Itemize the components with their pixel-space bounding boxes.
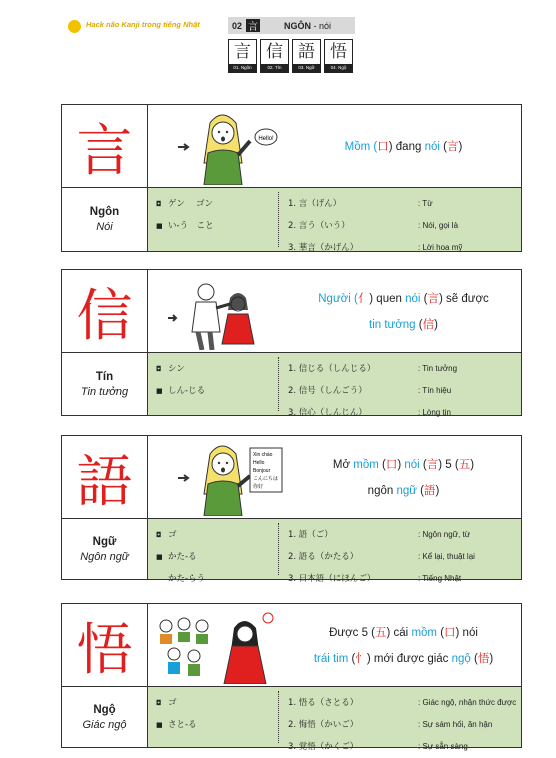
reading-text: さと-る xyxy=(168,720,197,730)
reading-bullet: ◘ xyxy=(156,531,162,539)
story-segment: ) nói xyxy=(455,626,478,639)
card-bottom xyxy=(62,188,521,251)
vocab-meaning: : Tiếng Nhật xyxy=(418,574,462,583)
vocab-row xyxy=(288,714,521,736)
story-segment: ( xyxy=(439,140,447,153)
story-line xyxy=(329,620,478,646)
story-segment: mồm xyxy=(411,626,437,639)
vietnamese-meaning: Giác ngộ xyxy=(82,718,127,731)
story-segment: ( xyxy=(416,484,424,497)
kanji-index-char: 信 xyxy=(266,42,283,62)
kanji-index-label: 03. Ngữ xyxy=(293,64,320,72)
sign-text: こんにちは xyxy=(253,476,279,482)
reading-bullet: ■ xyxy=(156,553,163,561)
story-segment: ( xyxy=(419,458,427,471)
kanji-index-item xyxy=(260,39,289,73)
story-segment: nói xyxy=(424,140,440,153)
vocab-word: 3. 華言（かげん） xyxy=(288,243,359,253)
series-title: Hack não Kanji trong tiếng Nhật xyxy=(86,20,200,29)
kanji-index-label: 01. Ngôn xyxy=(229,64,256,72)
story-segment: ( xyxy=(420,292,428,305)
card-bottom xyxy=(62,687,521,752)
sign-text: 你好 xyxy=(253,484,264,490)
kanji-index-item xyxy=(292,39,321,73)
story-segment: ) mới được giác xyxy=(366,652,452,665)
story-segment: 言 xyxy=(446,140,459,153)
story-segment: ) quen xyxy=(369,292,406,305)
kanji-meaning-box xyxy=(62,687,148,747)
story-segment: 悟 xyxy=(477,652,490,665)
reading-item xyxy=(156,692,276,714)
reading-panel xyxy=(148,519,521,584)
kanji-index-char: 言 xyxy=(234,42,251,62)
mnemonic-story xyxy=(294,270,513,353)
vocab-row xyxy=(288,736,521,758)
reading-bullet: ◘ xyxy=(156,200,162,208)
reading-text: ゴ xyxy=(168,530,177,540)
story-segment: mồm xyxy=(353,458,379,471)
story-segment: Được 5 ( xyxy=(329,626,376,639)
story-segment: 五 xyxy=(375,626,387,639)
story-segment: ( xyxy=(437,626,445,639)
illustration-image xyxy=(158,109,288,185)
vocab-row xyxy=(288,237,521,259)
vocab-word: 3. 信心（しんじん） xyxy=(288,408,367,418)
vocab-row xyxy=(288,380,521,402)
vocab-word: 1. 語（ご） xyxy=(288,530,333,540)
han-viet-reading: Ngữ xyxy=(92,535,117,548)
story-segment: ) sẽ được xyxy=(438,292,489,305)
illustration-image xyxy=(158,608,288,684)
reading-text: ゴ xyxy=(168,698,177,708)
vocab-meaning: : Sự sám hối, ăn hận xyxy=(418,720,493,729)
story-segment: 口 xyxy=(444,626,456,639)
story-segment: 口 xyxy=(385,458,398,471)
card-top xyxy=(62,436,521,519)
lesson-header-bar xyxy=(228,17,355,34)
story-segment: Mồm ( xyxy=(344,140,378,153)
card-bottom xyxy=(62,353,521,418)
dotted-divider xyxy=(278,691,279,743)
story-segment: 言 xyxy=(427,292,439,305)
reading-item xyxy=(156,524,276,546)
han-viet-reading: Ngôn xyxy=(89,206,120,218)
kanji-index-label: 04. Ngộ xyxy=(325,64,352,72)
han-viet-reading: Tín xyxy=(95,370,114,383)
story-line xyxy=(318,286,489,312)
vocab-meaning: : Từ xyxy=(418,199,433,208)
header-dot-icon xyxy=(68,20,81,33)
kanji-card xyxy=(61,269,522,416)
story-segment: 五 xyxy=(458,458,471,471)
vocab-word: 2. 信号（しんごう） xyxy=(288,386,367,396)
vocab-word: 2. 言う（いう） xyxy=(288,221,350,231)
reading-list xyxy=(156,358,276,402)
vocab-word: 1. 悟る（さとる） xyxy=(288,698,359,708)
story-segment: ) xyxy=(435,484,440,497)
illustration-image xyxy=(158,274,288,350)
vocab-word: 2. 語る（かたる） xyxy=(288,552,359,562)
vietnamese-meaning: Tin tưởng xyxy=(80,385,129,398)
card-top xyxy=(62,105,521,188)
reading-bullet: ■ xyxy=(156,387,163,395)
reading-bullet: ◘ xyxy=(156,365,162,373)
reading-text: シン xyxy=(168,364,185,374)
vocab-row xyxy=(288,524,521,546)
story-line xyxy=(368,478,440,504)
reading-item xyxy=(156,215,276,237)
kanji-index-item xyxy=(324,39,353,73)
reading-bullet: ■ xyxy=(156,222,163,230)
card-top xyxy=(62,270,521,353)
dotted-divider xyxy=(278,192,279,247)
reading-panel xyxy=(148,687,521,752)
reading-item xyxy=(156,568,276,590)
story-segment: ) xyxy=(470,458,475,471)
kanji-large: 信 xyxy=(62,270,148,353)
card-top xyxy=(62,604,521,687)
mnemonic-story xyxy=(294,105,513,188)
vietnamese-meaning: Ngôn ngữ xyxy=(80,550,129,563)
reading-item xyxy=(156,358,276,380)
card-bottom xyxy=(62,519,521,584)
kanji-meaning-box xyxy=(62,519,148,579)
vocab-meaning: : Ngôn ngữ, từ xyxy=(418,530,471,539)
vocab-row xyxy=(288,215,521,237)
story-segment: ngữ xyxy=(396,484,417,497)
story-segment: ngôn xyxy=(367,484,397,497)
story-segment: ( xyxy=(470,652,478,665)
lesson-name xyxy=(284,21,331,31)
kanji-index-char: 悟 xyxy=(330,42,347,62)
vocab-list xyxy=(288,524,521,590)
story-segment: nói xyxy=(405,292,421,305)
kanji-large: 語 xyxy=(62,436,148,519)
story-segment: 亻 xyxy=(357,292,370,305)
reading-text: かた-らう xyxy=(168,574,206,584)
kanji-meaning-box xyxy=(62,353,148,415)
story-line xyxy=(369,312,438,338)
kanji-large: 悟 xyxy=(62,604,148,687)
story-segment: ( xyxy=(378,458,386,471)
dotted-divider xyxy=(278,523,279,575)
reading-item xyxy=(156,380,276,402)
han-viet-reading: Ngộ xyxy=(93,703,116,716)
vietnamese-meaning: Nói xyxy=(96,221,113,233)
kanji-index xyxy=(228,39,353,73)
sign-text: Xin chào xyxy=(253,452,273,458)
sign-text: Hello xyxy=(253,460,265,466)
vocab-list xyxy=(288,358,521,424)
vocab-row xyxy=(288,402,521,424)
kanji-card xyxy=(61,603,522,752)
story-segment: ) đang xyxy=(388,140,425,153)
vocab-word: 1. 信じる（しんじる） xyxy=(288,364,376,374)
vocab-word: 3. 覚悟（かくご） xyxy=(288,742,359,752)
reading-panel xyxy=(148,353,521,418)
story-segment: ) xyxy=(489,652,494,665)
vocab-row xyxy=(288,568,521,590)
vocab-list xyxy=(288,692,521,758)
vocab-meaning: : Giác ngộ, nhận thức được xyxy=(418,698,517,707)
vocab-word: 2. 悔悟（かいご） xyxy=(288,720,359,730)
reading-text: かた-る xyxy=(168,552,197,562)
story-segment: ngộ xyxy=(451,652,471,665)
vocab-list xyxy=(288,193,521,259)
dotted-divider xyxy=(278,357,279,411)
kanji-index-char: 語 xyxy=(298,42,315,62)
story-segment: ( xyxy=(348,652,356,665)
reading-panel xyxy=(148,188,521,251)
sign-text: Bonjour xyxy=(253,468,271,474)
kanji-index-label: 02. Tín xyxy=(261,64,288,72)
kanji-card xyxy=(61,435,522,584)
story-segment: 口 xyxy=(377,140,389,153)
vocab-row xyxy=(288,193,521,215)
story-segment: trái tim xyxy=(313,652,349,665)
vocab-meaning: : Tin tưởng xyxy=(418,364,458,373)
story-segment: 信 xyxy=(422,318,435,331)
kanji-large: 言 xyxy=(62,105,148,188)
lesson-name-bold: NGÔN xyxy=(284,20,312,31)
vocab-meaning: : Nói, gọi là xyxy=(418,221,459,230)
vocab-meaning: : Tín hiệu xyxy=(418,386,452,395)
speech-bubble-text: Hello! xyxy=(258,136,274,142)
reading-text: しん-じる xyxy=(168,386,206,396)
story-segment: ) xyxy=(397,458,405,471)
vocab-row xyxy=(288,692,521,714)
vocab-row xyxy=(288,546,521,568)
story-segment: tin tưởng xyxy=(369,318,416,331)
reading-item xyxy=(156,546,276,568)
mnemonic-story xyxy=(294,604,513,687)
reading-item xyxy=(156,193,276,215)
story-segment: ) xyxy=(434,318,438,331)
story-segment: ) xyxy=(458,140,463,153)
vocab-word: 1. 言（げん） xyxy=(288,199,342,209)
story-segment: nói xyxy=(404,458,420,471)
story-segment: Người ( xyxy=(318,292,358,305)
story-segment: ) 5 ( xyxy=(438,458,459,471)
reading-item xyxy=(156,714,276,736)
kanji-meaning-box xyxy=(62,188,148,251)
lesson-meaning: - nói xyxy=(313,20,332,31)
vocab-meaning: : Kể lại, thuật lại xyxy=(418,552,475,561)
reading-list xyxy=(156,524,276,590)
vocab-word: 3. 日本語（にほんご） xyxy=(288,574,376,584)
story-line xyxy=(345,134,463,160)
vocab-row xyxy=(288,358,521,380)
kanji-card xyxy=(61,104,522,252)
illustration-image xyxy=(158,440,288,516)
mnemonic-story xyxy=(294,436,513,519)
reading-list xyxy=(156,193,276,237)
reading-list xyxy=(156,692,276,736)
kanji-index-item xyxy=(228,39,257,73)
story-segment: 語 xyxy=(423,484,436,497)
story-segment: 言 xyxy=(426,458,439,471)
story-segment: ( xyxy=(415,318,423,331)
vocab-meaning: : Lòng tin xyxy=(418,408,451,417)
reading-bullet: ■ xyxy=(156,721,163,729)
vocab-meaning: : Lời hoa mỹ xyxy=(418,243,463,252)
story-segment: 忄 xyxy=(355,652,367,665)
story-line xyxy=(333,452,474,478)
lesson-kanji: 言 xyxy=(246,19,260,32)
reading-text: い-う こと xyxy=(168,221,214,231)
story-line xyxy=(314,646,493,672)
reading-bullet: ◘ xyxy=(156,699,162,707)
reading-text: ゲン ゴン xyxy=(168,199,214,209)
story-segment: ) cái xyxy=(386,626,412,639)
lesson-number: 02 xyxy=(232,20,243,31)
vocab-meaning: : Sự sẵn sàng xyxy=(418,742,468,751)
story-segment: Mở xyxy=(332,458,354,471)
